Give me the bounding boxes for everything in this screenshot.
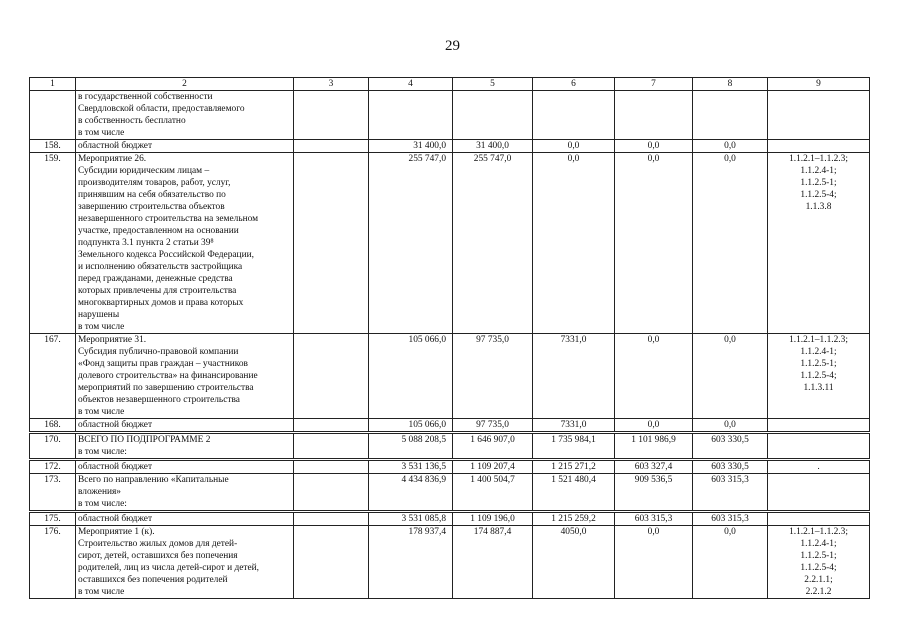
column-7-value: 0,0 <box>615 153 693 334</box>
target-code: 1.1.2.5-1; <box>800 178 837 188</box>
column-8-value: 603 330,5 <box>693 460 768 474</box>
description-cell <box>76 419 294 433</box>
column-8-value: 0,0 <box>693 419 768 433</box>
description-line: производителям товаров, работ, услуг, <box>78 178 231 188</box>
column-8-value: 0,0 <box>693 334 768 419</box>
description-line: незавершенного строительства на земельном <box>78 214 259 224</box>
column-5-value: 31 400,0 <box>453 140 533 153</box>
target-codes-cell <box>768 460 870 474</box>
column-4-value: 3 531 085,8 <box>369 512 453 526</box>
description-line: нарушены <box>78 310 120 320</box>
column-5-value <box>453 91 533 140</box>
description-cell <box>76 153 294 334</box>
column-7-value: 1 101 986,9 <box>615 433 693 460</box>
column-3-cell <box>294 334 369 419</box>
description-line: Всего по направлению «Капитальные <box>78 475 229 485</box>
column-8-value <box>693 91 768 140</box>
column-header: 8 <box>693 78 768 91</box>
column-3-cell <box>294 433 369 460</box>
budget-table <box>29 77 870 599</box>
header-row <box>30 78 870 91</box>
column-header: 7 <box>615 78 693 91</box>
column-header: 6 <box>533 78 615 91</box>
column-6-value: 1 521 480,4 <box>533 474 615 512</box>
table-row <box>30 91 870 140</box>
page-number: 29 <box>445 38 460 54</box>
table-row <box>30 140 870 153</box>
description-line: долевого строительства» на финансирование <box>78 371 258 381</box>
table-row <box>30 153 870 334</box>
table-row <box>30 474 870 512</box>
target-code: 1.1.2.1–1.1.2.3; <box>789 527 848 537</box>
row-number-cell: 176. <box>30 526 76 599</box>
description-cell <box>76 140 294 153</box>
column-7-value: 0,0 <box>615 419 693 433</box>
description-line: Строительство жилых домов для детей- <box>78 539 238 549</box>
row-number-cell: 170. <box>30 433 76 460</box>
column-7-value: 0,0 <box>615 334 693 419</box>
column-3-cell <box>294 91 369 140</box>
column-3-cell <box>294 153 369 334</box>
description-line: перед гражданами, денежные средства <box>78 274 233 284</box>
row-number-cell: 175. <box>30 512 76 526</box>
column-4-value: 5 088 208,5 <box>369 433 453 460</box>
column-8-value: 603 315,3 <box>693 512 768 526</box>
row-number-cell: 173. <box>30 474 76 512</box>
description-line: вложения» <box>78 487 121 497</box>
column-5-value: 1 400 504,7 <box>453 474 533 512</box>
target-codes-cell <box>768 512 870 526</box>
description-line: областной бюджет <box>78 514 153 524</box>
column-3-cell <box>294 512 369 526</box>
target-code: 1.1.2.5-4; <box>800 563 837 573</box>
target-codes-cell <box>768 334 870 419</box>
description-line: ВСЕГО ПО ПОДПРОГРАММЕ 2 <box>78 435 211 445</box>
description-line: оставшихся без попечения родителей <box>78 575 228 585</box>
target-code: 1.1.2.1–1.1.2.3; <box>789 154 848 164</box>
column-4-value: 4 434 836,9 <box>369 474 453 512</box>
description-line: завершению строительства объектов <box>78 202 225 212</box>
description-cell <box>76 474 294 512</box>
description-line: и исполнению обязательств застройщика <box>78 262 243 272</box>
target-code: 2.2.1.1; <box>804 575 833 585</box>
target-codes-cell <box>768 140 870 153</box>
table-row <box>30 419 870 433</box>
row-number-cell: 159. <box>30 153 76 334</box>
column-header: 4 <box>369 78 453 91</box>
column-4-value <box>369 91 453 140</box>
description-line: Субсидия публично-правовой компании <box>78 347 239 357</box>
description-line: которых привлечены для строительства <box>78 286 237 296</box>
column-4-value: 31 400,0 <box>369 140 453 153</box>
column-8-value: 0,0 <box>693 526 768 599</box>
description-line: Земельного кодекса Российской Федерации, <box>78 250 254 260</box>
description-line: Мероприятие 31. <box>78 335 147 345</box>
description-cell <box>76 512 294 526</box>
table-row <box>30 460 870 474</box>
column-header: 9 <box>768 78 870 91</box>
table-row <box>30 512 870 526</box>
column-5-value: 174 887,4 <box>453 526 533 599</box>
target-code: 1.1.2.4-1; <box>800 347 837 357</box>
description-line: в государственной собственности <box>78 92 213 102</box>
column-7-value: 603 315,3 <box>615 512 693 526</box>
row-number-cell: 172. <box>30 460 76 474</box>
column-6-value: 1 735 984,1 <box>533 433 615 460</box>
description-line: в том числе <box>78 128 125 138</box>
description-line: в том числе <box>78 407 125 417</box>
description-line: областной бюджет <box>78 420 153 430</box>
description-line: родителей, лиц из числа детей-сирот и детей, <box>78 563 259 573</box>
description-line: Мероприятие 26. <box>78 154 147 164</box>
description-cell <box>76 460 294 474</box>
column-5-value: 97 735,0 <box>453 419 533 433</box>
description-cell <box>76 91 294 140</box>
column-5-value: 1 109 207,4 <box>453 460 533 474</box>
column-6-value: 7331,0 <box>533 334 615 419</box>
column-6-value: 4050,0 <box>533 526 615 599</box>
description-line: в собственность бесплатно <box>78 116 186 126</box>
row-number-cell: 158. <box>30 140 76 153</box>
target-codes-cell <box>768 474 870 512</box>
target-code: . <box>817 462 820 472</box>
column-3-cell <box>294 526 369 599</box>
column-7-value: 603 327,4 <box>615 460 693 474</box>
target-code: 1.1.2.5-4; <box>800 190 837 200</box>
column-6-value: 1 215 259,2 <box>533 512 615 526</box>
description-line: в том числе: <box>78 447 127 457</box>
column-8-value: 603 330,5 <box>693 433 768 460</box>
description-cell <box>76 334 294 419</box>
description-line: Субсидии юридическим лицам – <box>78 166 210 176</box>
target-codes-cell <box>768 91 870 140</box>
column-6-value: 0,0 <box>533 140 615 153</box>
target-code: 1.1.2.5-4; <box>800 371 837 381</box>
column-4-value: 105 066,0 <box>369 334 453 419</box>
column-4-value: 178 937,4 <box>369 526 453 599</box>
table-row <box>30 433 870 460</box>
column-8-value: 0,0 <box>693 140 768 153</box>
description-line: в том числе: <box>78 499 127 509</box>
column-6-value: 0,0 <box>533 153 615 334</box>
column-3-cell <box>294 474 369 512</box>
column-6-value: 7331,0 <box>533 419 615 433</box>
column-4-value: 105 066,0 <box>369 419 453 433</box>
column-header: 5 <box>453 78 533 91</box>
column-8-value: 603 315,3 <box>693 474 768 512</box>
description-line: в том числе <box>78 322 125 332</box>
column-header: 1 <box>30 78 76 91</box>
table-row <box>30 334 870 419</box>
column-header: 3 <box>294 78 369 91</box>
column-3-cell <box>294 419 369 433</box>
target-code: 1.1.2.5-1; <box>800 551 837 561</box>
description-line: областной бюджет <box>78 141 153 151</box>
description-line: подпункта 3.1 пункта 2 статьи 39⁸ <box>78 238 214 248</box>
description-line: Свердловской области, предоставляемого <box>78 104 245 114</box>
target-codes-cell <box>768 419 870 433</box>
column-7-value: 909 536,5 <box>615 474 693 512</box>
description-line: областной бюджет <box>78 462 153 472</box>
table-row <box>30 526 870 599</box>
row-number-cell: 167. <box>30 334 76 419</box>
target-code: 1.1.2.4-1; <box>800 166 837 176</box>
description-line: сирот, детей, оставшихся без попечения <box>78 551 238 561</box>
column-5-value: 97 735,0 <box>453 334 533 419</box>
column-header: 2 <box>76 78 294 91</box>
column-8-value: 0,0 <box>693 153 768 334</box>
description-line: в том числе <box>78 587 125 597</box>
description-line: участке, предоставленном на основании <box>78 226 239 236</box>
column-3-cell <box>294 140 369 153</box>
column-3-cell <box>294 460 369 474</box>
description-line: Мероприятие 1 (к). <box>78 527 155 537</box>
row-number-cell: 168. <box>30 419 76 433</box>
column-5-value: 255 747,0 <box>453 153 533 334</box>
column-7-value <box>615 91 693 140</box>
target-code: 2.2.1.2 <box>805 587 832 597</box>
target-codes-cell <box>768 433 870 460</box>
column-5-value: 1 646 907,0 <box>453 433 533 460</box>
column-7-value: 0,0 <box>615 526 693 599</box>
description-line: объектов незавершенного строительства <box>78 395 240 405</box>
column-7-value: 0,0 <box>615 140 693 153</box>
column-6-value <box>533 91 615 140</box>
target-codes-cell <box>768 153 870 334</box>
target-codes-cell <box>768 526 870 599</box>
description-line: мероприятий по завершению строительства <box>78 383 254 393</box>
column-5-value: 1 109 196,0 <box>453 512 533 526</box>
target-code: 1.1.2.1–1.1.2.3; <box>789 335 848 345</box>
column-4-value: 3 531 136,5 <box>369 460 453 474</box>
column-4-value: 255 747,0 <box>369 153 453 334</box>
target-code: 1.1.3.11 <box>803 383 834 393</box>
target-code: 1.1.3.8 <box>805 202 832 212</box>
description-line: многоквартирных домов и права которых <box>78 298 244 308</box>
description-line: «Фонд защиты прав граждан – участников <box>78 359 248 369</box>
description-line: принявшим на себя обязательство по <box>78 190 226 200</box>
row-number-cell <box>30 91 76 140</box>
target-code: 1.1.2.4-1; <box>800 539 837 549</box>
description-cell <box>76 526 294 599</box>
column-6-value: 1 215 271,2 <box>533 460 615 474</box>
target-code: 1.1.2.5-1; <box>800 359 837 369</box>
description-cell <box>76 433 294 460</box>
